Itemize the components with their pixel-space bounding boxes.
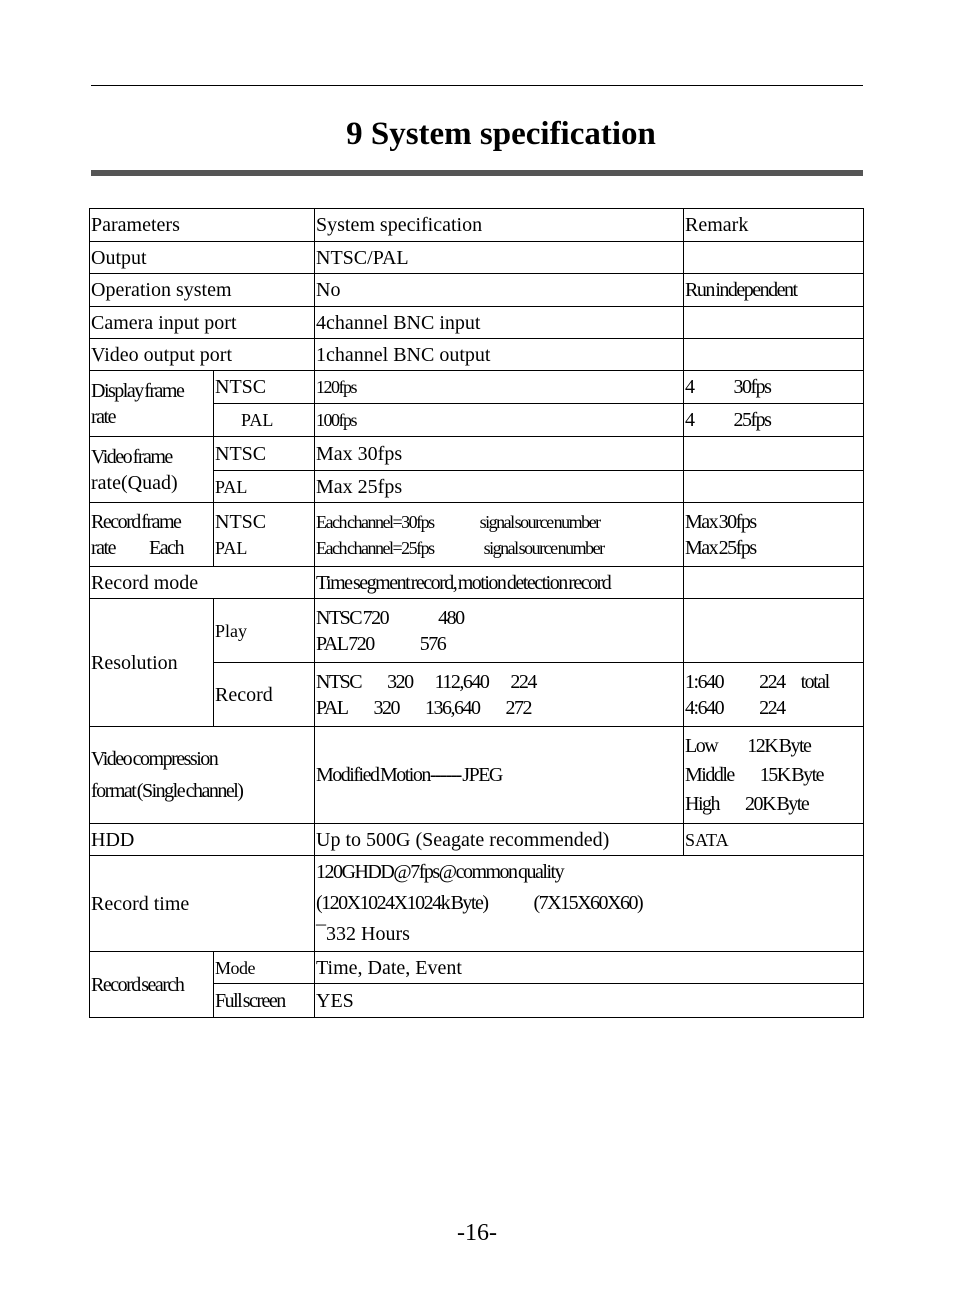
- spec-part: signal source number: [483, 537, 604, 558]
- row-label-record-fr: [90, 503, 214, 567]
- row-spec-compression: Modified Motion------ JPEG: [315, 727, 684, 824]
- remark-part: 12K Byte: [747, 734, 811, 757]
- label-line: Record frame: [91, 510, 181, 533]
- table-row: [90, 339, 864, 371]
- row-remark-video-out: [684, 339, 864, 371]
- table-row: [90, 437, 864, 471]
- spec-line: [316, 535, 682, 561]
- remark-part: 30fps: [733, 376, 771, 398]
- row-label-camera: Camera input port: [90, 307, 315, 339]
- spec-part: 136,640: [424, 696, 480, 719]
- row-spec-video-out: 1channel BNC output: [315, 339, 684, 371]
- row-spec-display-ntsc: 120fps: [315, 371, 684, 404]
- sub-label-pal: PAL: [214, 471, 315, 503]
- row-label-resolution: Resolution: [90, 599, 214, 727]
- remark-line: Max 30fps: [685, 510, 756, 533]
- row-spec-fullscreen: YES: [315, 984, 864, 1018]
- label-line: Video compression: [91, 748, 218, 770]
- remark-part: 25fps: [733, 409, 771, 431]
- spec-line: [316, 669, 682, 695]
- row-spec-display-pal: 100fps: [315, 404, 684, 437]
- spec-part: 320: [387, 670, 413, 693]
- spec-line: [316, 509, 682, 535]
- remark-part: Middle: [685, 763, 734, 786]
- table-header-row: [90, 209, 864, 242]
- row-spec-camera: 4channel BNC input: [315, 307, 684, 339]
- table-row: [90, 856, 864, 952]
- remark-line: [685, 790, 862, 819]
- row-label-hdd: HDD: [90, 824, 315, 856]
- spec-line: ¯332 Hours: [316, 923, 410, 945]
- spec-line: 120GHDD@7fps@common quality: [316, 861, 564, 883]
- sub-label-mode: Mode: [214, 952, 315, 984]
- sub-label-ntsc: NTSC: [215, 510, 267, 533]
- table-row: [90, 567, 864, 599]
- label-line: Display frame: [91, 379, 184, 402]
- row-label-os: Operation system: [90, 274, 315, 307]
- remark-line: [685, 695, 862, 721]
- table-row: [90, 274, 864, 307]
- remark-part: Low: [685, 734, 718, 757]
- row-spec-mode: Time, Date, Event: [315, 952, 864, 984]
- spec-part: NTSC: [316, 670, 362, 693]
- row-remark-record-mode: [684, 567, 864, 599]
- page-title: 9 System specification: [346, 116, 656, 152]
- header-parameters: Parameters: [90, 209, 315, 242]
- remark-line: [685, 669, 862, 695]
- spec-part: Each channel=25fps: [316, 537, 434, 558]
- sub-label-ntsc-pal: [214, 503, 315, 567]
- row-remark-video-pal: [684, 471, 864, 503]
- row-spec-os: No: [315, 274, 684, 307]
- label-line: [91, 535, 212, 561]
- row-remark-res-play: [684, 599, 864, 663]
- header-rule: [91, 85, 863, 86]
- row-spec-video-ntsc: Max 30fps: [315, 437, 684, 471]
- spec-part: signal source number: [479, 511, 600, 532]
- row-remark-display-ntsc: [684, 371, 864, 404]
- row-remark-record-fr: [684, 503, 864, 567]
- table-row: [90, 371, 864, 404]
- spec-part: (7X15X60X60): [533, 892, 643, 914]
- row-label-record-search: Record search: [90, 952, 214, 1018]
- remark-part: 224: [759, 696, 785, 719]
- row-remark-camera: [684, 307, 864, 339]
- spec-line: [316, 605, 682, 631]
- sub-label-record: Record: [214, 663, 315, 727]
- row-spec-res-record: [315, 663, 684, 727]
- spec-part: NTSC 720: [316, 606, 389, 629]
- row-label-video-out: Video output port: [90, 339, 315, 371]
- row-remark-hdd: SATA: [684, 824, 864, 856]
- spec-line: [316, 631, 682, 657]
- remark-part: 20K Byte: [745, 792, 809, 815]
- row-spec-video-pal: Max 25fps: [315, 471, 684, 503]
- label-part: rate: [91, 536, 115, 559]
- spec-part: 112,640: [434, 670, 489, 693]
- row-label-output: Output: [90, 242, 315, 274]
- remark-line: [685, 761, 862, 790]
- row-spec-record-time: [315, 856, 864, 952]
- sub-label-ntsc: NTSC: [214, 437, 315, 471]
- remark-part: total: [800, 670, 829, 693]
- row-spec-hdd: Up to 500G (Seagate recommended): [315, 824, 684, 856]
- spec-part: 576: [419, 632, 446, 655]
- row-spec-output: NTSC/PAL: [315, 242, 684, 274]
- header-remark: Remark: [684, 209, 864, 242]
- sub-label-pal: PAL: [214, 404, 315, 437]
- row-spec-res-play: [315, 599, 684, 663]
- remark-part: 1:640: [685, 670, 724, 693]
- sub-label-ntsc: NTSC: [214, 371, 315, 404]
- spec-part: (120X1024X1024k Byte): [316, 892, 488, 914]
- row-remark-os: Run independent: [684, 274, 864, 307]
- remark-part: 4:640: [685, 696, 724, 719]
- row-label-record-time: Record time: [90, 856, 315, 952]
- spec-line: [316, 888, 862, 919]
- remark-part: High: [685, 792, 720, 815]
- label-line: Video frame: [91, 445, 172, 468]
- table-row: [90, 599, 864, 663]
- label-part: Each: [148, 536, 183, 559]
- remark-part: 4: [685, 376, 694, 398]
- row-label-display-fr: [90, 371, 214, 437]
- remark-part: 15K Byte: [759, 763, 824, 786]
- table-row: [90, 727, 864, 824]
- sub-label-pal: PAL: [215, 537, 248, 558]
- sub-label-fullscreen: Full screen: [214, 984, 315, 1018]
- spec-part: 320: [373, 696, 399, 719]
- row-label-record-mode: Record mode: [90, 567, 315, 599]
- row-spec-record-mode: Time segment record, motion detection record: [315, 567, 684, 599]
- row-remark-video-ntsc: [684, 437, 864, 471]
- remark-line: Max 25fps: [685, 536, 756, 559]
- remark-part: 4: [685, 409, 694, 431]
- row-remark-res-record: [684, 663, 864, 727]
- row-label-compression: [90, 727, 315, 824]
- title-underline: [91, 170, 863, 176]
- sub-label-play: Play: [214, 599, 315, 663]
- row-remark-compression: [684, 727, 864, 824]
- table-row: [90, 503, 864, 567]
- spec-table: [89, 208, 864, 1018]
- spec-part: 224: [510, 670, 536, 693]
- table-row: [90, 242, 864, 274]
- spec-part: 480: [438, 606, 464, 629]
- row-remark-display-pal: [684, 404, 864, 437]
- spec-part: 272: [505, 696, 531, 719]
- spec-part: PAL: [316, 696, 348, 719]
- table-row: [90, 824, 864, 856]
- table-row: [90, 952, 864, 984]
- label-line: rate(Quad): [91, 471, 178, 494]
- row-remark-output: [684, 242, 864, 274]
- spec-part: Each channel=30fps: [316, 511, 434, 532]
- row-label-video-fr: [90, 437, 214, 503]
- page-number: -16-: [457, 1220, 497, 1246]
- spec-line: [316, 695, 682, 721]
- label-line: format (Single channel): [91, 780, 243, 802]
- table-row: [90, 307, 864, 339]
- spec-part: PAL 720: [316, 632, 374, 655]
- row-spec-record-fr: [315, 503, 684, 567]
- remark-line: [685, 732, 862, 761]
- header-spec: System specification: [315, 209, 684, 242]
- remark-part: 224: [759, 670, 785, 693]
- label-line: rate: [91, 405, 115, 428]
